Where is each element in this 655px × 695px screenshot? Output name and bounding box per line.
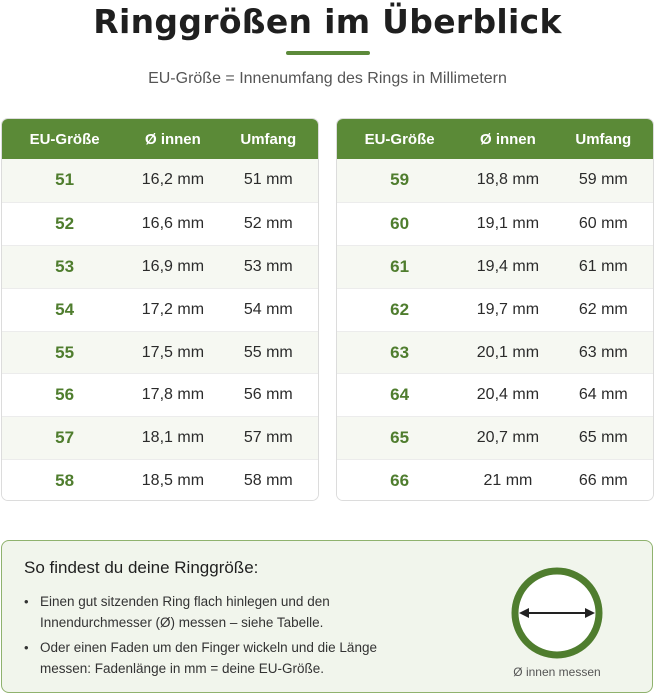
- eu-size-cell: 63: [390, 342, 410, 362]
- size-table-left: [1, 118, 319, 501]
- inner-diameter-cell: 18,1 mm: [141, 429, 205, 447]
- eu-size-cell: 55: [55, 342, 75, 362]
- page-title: Ringgrößen im Überblick: [93, 2, 562, 41]
- inner-diameter-cell: 18,8 mm: [476, 171, 540, 189]
- table-row: [337, 416, 653, 459]
- circumference-cell: 55 mm: [243, 343, 293, 361]
- info-title: So findest du deine Ringgröße:: [24, 558, 259, 577]
- instruction-text: Einen gut sitzenden Ring flach hinlegen und den Innendurchmesser (Ø) messen – siehe Tabelle.: [40, 594, 330, 630]
- eu-size-cell: 64: [390, 385, 410, 405]
- table-row: [337, 202, 653, 245]
- instruction-list: [24, 591, 424, 683]
- table-row: [2, 416, 318, 459]
- column-header-circumference: Umfang: [575, 130, 632, 148]
- ring-diameter-icon: [509, 565, 605, 661]
- circumference-cell: 57 mm: [243, 429, 293, 447]
- circumference-cell: 62 mm: [578, 300, 628, 318]
- eu-size-cell: 52: [55, 213, 75, 233]
- table-row: [2, 159, 318, 202]
- table-row: [337, 245, 653, 288]
- ring-caption: Ø innen messen: [513, 665, 601, 679]
- instruction-item: [24, 637, 424, 679]
- eu-size-cell: 66: [390, 471, 410, 491]
- column-header-size: EU-Größe: [29, 130, 100, 148]
- circumference-cell: 54 mm: [243, 300, 293, 318]
- inner-diameter-cell: 18,5 mm: [141, 472, 205, 490]
- table-row: [2, 288, 318, 331]
- inner-diameter-cell: 20,4 mm: [476, 386, 540, 404]
- inner-diameter-cell: 17,2 mm: [141, 300, 205, 318]
- table-row: [2, 459, 318, 501]
- circumference-cell: 63 mm: [578, 343, 628, 361]
- circumference-cell: 64 mm: [578, 386, 628, 404]
- table-row: [337, 459, 653, 501]
- column-header-diameter: Ø innen: [144, 130, 201, 148]
- eu-size-cell: 60: [390, 213, 410, 233]
- eu-size-cell: 58: [55, 471, 75, 491]
- page-subtitle: EU-Größe = Innenumfang des Rings in Millimetern: [148, 70, 507, 87]
- column-header-diameter: Ø innen: [479, 130, 536, 148]
- eu-size-cell: 51: [55, 170, 75, 190]
- title-underline: [286, 51, 370, 55]
- eu-size-cell: 54: [55, 299, 75, 319]
- table-row: [337, 288, 653, 331]
- eu-size-cell: 53: [55, 256, 75, 276]
- instruction-item: [24, 591, 424, 633]
- instruction-text: Oder einen Faden um den Finger wickeln und die Länge messen: Fadenlänge in mm = deine EU-Größe.: [40, 640, 377, 676]
- circumference-cell: 56 mm: [243, 386, 293, 404]
- circumference-cell: 51 mm: [243, 171, 293, 189]
- column-header-size: EU-Größe: [364, 130, 435, 148]
- inner-diameter-cell: 20,7 mm: [476, 429, 540, 447]
- table-row: [2, 202, 318, 245]
- inner-diameter-cell: 19,7 mm: [476, 300, 540, 318]
- circumference-cell: 52 mm: [243, 214, 293, 232]
- table-body: [337, 159, 653, 501]
- inner-diameter-cell: 20,1 mm: [476, 343, 540, 361]
- table-row: [337, 331, 653, 374]
- eu-size-cell: 61: [390, 256, 410, 276]
- inner-diameter-cell: 16,9 mm: [141, 257, 205, 275]
- bullet-icon: •: [24, 594, 29, 609]
- circumference-cell: 65 mm: [578, 429, 628, 447]
- table-body: [2, 159, 318, 501]
- table-row: [2, 245, 318, 288]
- bullet-icon: •: [24, 640, 29, 655]
- inner-diameter-cell: 16,6 mm: [141, 214, 205, 232]
- how-to-measure-panel: [1, 540, 653, 693]
- eu-size-cell: 65: [390, 428, 410, 448]
- inner-diameter-cell: 21 mm: [483, 472, 533, 490]
- eu-size-cell: 57: [55, 428, 75, 448]
- eu-size-cell: 56: [55, 385, 75, 405]
- size-table-right: [336, 118, 654, 501]
- table-row: [337, 159, 653, 202]
- table-row: [2, 373, 318, 416]
- eu-size-cell: 59: [390, 170, 410, 190]
- circumference-cell: 59 mm: [578, 171, 628, 189]
- inner-diameter-cell: 19,4 mm: [476, 257, 540, 275]
- inner-diameter-cell: 17,5 mm: [141, 343, 205, 361]
- inner-diameter-cell: 19,1 mm: [476, 214, 540, 232]
- circumference-cell: 61 mm: [578, 257, 628, 275]
- table-row: [2, 331, 318, 374]
- inner-diameter-cell: 17,8 mm: [141, 386, 205, 404]
- circumference-cell: 60 mm: [578, 214, 628, 232]
- table-header: [337, 119, 653, 159]
- circumference-cell: 66 mm: [578, 472, 628, 490]
- column-header-circumference: Umfang: [240, 130, 297, 148]
- inner-diameter-cell: 16,2 mm: [141, 171, 205, 189]
- circumference-cell: 58 mm: [243, 472, 293, 490]
- circumference-cell: 53 mm: [243, 257, 293, 275]
- eu-size-cell: 62: [390, 299, 410, 319]
- table-header: [2, 119, 318, 159]
- table-row: [337, 373, 653, 416]
